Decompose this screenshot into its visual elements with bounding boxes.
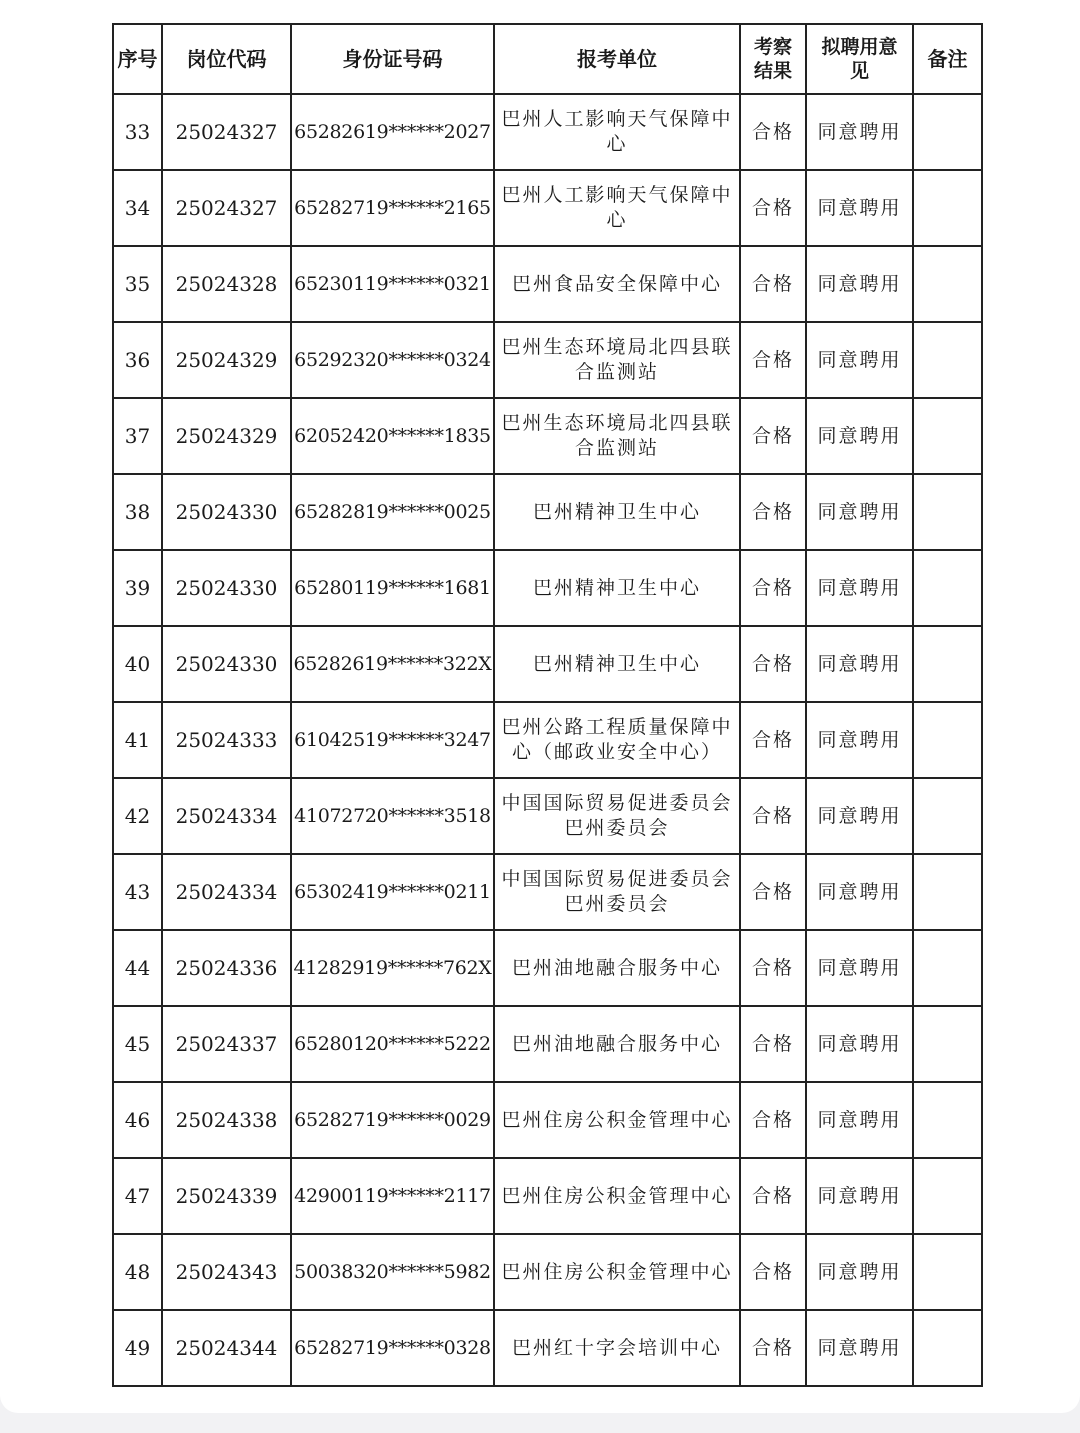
table-row [113,246,982,322]
cell-unit: 中国国际贸易促进委员会巴州委员会 [494,778,740,854]
cell-seq: 42 [113,778,162,854]
cell-seq: 36 [113,322,162,398]
cell-id-number: 41072720******3518 [291,778,494,854]
cell-seq: 40 [113,626,162,702]
cell-unit: 巴州精神卫生中心 [494,626,740,702]
cell-unit: 巴州红十字会培训中心 [494,1310,740,1386]
table-row [113,1006,982,1082]
cell-seq: 41 [113,702,162,778]
cell-seq: 38 [113,474,162,550]
cell-post-code: 25024333 [162,702,291,778]
cell-seq: 33 [113,94,162,170]
cell-opinion: 同意聘用 [806,474,913,550]
cell-post-code: 25024334 [162,778,291,854]
header-unit: 报考单位 [494,24,740,94]
cell-remark [913,702,982,778]
cell-unit: 中国国际贸易促进委员会巴州委员会 [494,854,740,930]
table-row [113,322,982,398]
cell-unit: 巴州住房公积金管理中心 [494,1234,740,1310]
cell-opinion: 同意聘用 [806,702,913,778]
table-row [113,398,982,474]
cell-unit: 巴州公路工程质量保障中心（邮政业安全中心） [494,702,740,778]
table-row [113,94,982,170]
cell-opinion: 同意聘用 [806,1082,913,1158]
cell-post-code: 25024339 [162,1158,291,1234]
cell-result: 合格 [740,778,806,854]
header-opinion: 拟聘用意见 [806,24,913,94]
cell-result: 合格 [740,1234,806,1310]
cell-result: 合格 [740,626,806,702]
cell-unit: 巴州油地融合服务中心 [494,1006,740,1082]
cell-remark [913,626,982,702]
cell-result: 合格 [740,170,806,246]
header-id-number: 身份证号码 [291,24,494,94]
table-row [113,1310,982,1386]
cell-seq: 46 [113,1082,162,1158]
cell-result: 合格 [740,94,806,170]
cell-result: 合格 [740,398,806,474]
cell-unit: 巴州生态环境局北四县联合监测站 [494,398,740,474]
cell-result: 合格 [740,550,806,626]
cell-id-number: 65282719******0029 [291,1082,494,1158]
header-result: 考察结果 [740,24,806,94]
cell-seq: 48 [113,1234,162,1310]
table-row [113,930,982,1006]
cell-remark [913,246,982,322]
table-row [113,626,982,702]
cell-result: 合格 [740,854,806,930]
cell-post-code: 25024330 [162,626,291,702]
cell-remark [913,1234,982,1310]
cell-opinion: 同意聘用 [806,398,913,474]
cell-seq: 49 [113,1310,162,1386]
table-row [113,474,982,550]
cell-opinion: 同意聘用 [806,246,913,322]
cell-seq: 47 [113,1158,162,1234]
cell-id-number: 65282719******2165 [291,170,494,246]
table-header [113,24,982,94]
cell-post-code: 25024328 [162,246,291,322]
cell-opinion: 同意聘用 [806,1234,913,1310]
cell-result: 合格 [740,702,806,778]
cell-result: 合格 [740,1006,806,1082]
cell-id-number: 65282719******0328 [291,1310,494,1386]
cell-post-code: 25024329 [162,398,291,474]
cell-id-number: 65292320******0324 [291,322,494,398]
cell-opinion: 同意聘用 [806,778,913,854]
cell-remark [913,398,982,474]
cell-id-number: 65280120******5222 [291,1006,494,1082]
cell-result: 合格 [740,322,806,398]
table-row [113,1082,982,1158]
cell-post-code: 25024337 [162,1006,291,1082]
cell-id-number: 62052420******1835 [291,398,494,474]
cell-id-number: 65280119******1681 [291,550,494,626]
cell-opinion: 同意聘用 [806,930,913,1006]
cell-post-code: 25024344 [162,1310,291,1386]
cell-post-code: 25024329 [162,322,291,398]
cell-opinion: 同意聘用 [806,322,913,398]
cell-unit: 巴州住房公积金管理中心 [494,1158,740,1234]
cell-seq: 43 [113,854,162,930]
cell-remark [913,1310,982,1386]
cell-post-code: 25024338 [162,1082,291,1158]
cell-seq: 34 [113,170,162,246]
hiring-roster-table [112,23,983,1387]
cell-unit: 巴州生态环境局北四县联合监测站 [494,322,740,398]
table-row [113,1234,982,1310]
cell-result: 合格 [740,1158,806,1234]
cell-remark [913,550,982,626]
cell-remark [913,930,982,1006]
cell-id-number: 65282619******2027 [291,94,494,170]
header-post-code: 岗位代码 [162,24,291,94]
cell-remark [913,778,982,854]
cell-unit: 巴州人工影响天气保障中心 [494,94,740,170]
cell-unit: 巴州人工影响天气保障中心 [494,170,740,246]
cell-id-number: 50038320******5982 [291,1234,494,1310]
cell-result: 合格 [740,246,806,322]
cell-opinion: 同意聘用 [806,170,913,246]
cell-post-code: 25024327 [162,94,291,170]
cell-opinion: 同意聘用 [806,1310,913,1386]
cell-opinion: 同意聘用 [806,854,913,930]
cell-id-number: 65282619******322X [291,626,494,702]
table-row [113,702,982,778]
cell-remark [913,170,982,246]
cell-id-number: 65282819******0025 [291,474,494,550]
cell-remark [913,474,982,550]
cell-post-code: 25024336 [162,930,291,1006]
cell-unit: 巴州精神卫生中心 [494,550,740,626]
cell-result: 合格 [740,1310,806,1386]
cell-opinion: 同意聘用 [806,626,913,702]
cell-seq: 45 [113,1006,162,1082]
table-row [113,778,982,854]
cell-seq: 35 [113,246,162,322]
cell-id-number: 65302419******0211 [291,854,494,930]
table-row [113,1158,982,1234]
table-row [113,170,982,246]
cell-remark [913,1006,982,1082]
cell-opinion: 同意聘用 [806,94,913,170]
cell-post-code: 25024330 [162,550,291,626]
cell-post-code: 25024330 [162,474,291,550]
cell-remark [913,1158,982,1234]
cell-id-number: 61042519******3247 [291,702,494,778]
cell-unit: 巴州住房公积金管理中心 [494,1082,740,1158]
cell-post-code: 25024327 [162,170,291,246]
table-row [113,550,982,626]
header-seq: 序号 [113,24,162,94]
cell-unit: 巴州油地融合服务中心 [494,930,740,1006]
cell-post-code: 25024334 [162,854,291,930]
cell-id-number: 42900119******2117 [291,1158,494,1234]
header-remark: 备注 [913,24,982,94]
cell-seq: 39 [113,550,162,626]
table-row [113,854,982,930]
cell-remark [913,94,982,170]
cell-opinion: 同意聘用 [806,550,913,626]
cell-opinion: 同意聘用 [806,1006,913,1082]
cell-remark [913,1082,982,1158]
cell-remark [913,322,982,398]
cell-unit: 巴州食品安全保障中心 [494,246,740,322]
header-row [113,24,982,94]
cell-result: 合格 [740,930,806,1006]
cell-seq: 44 [113,930,162,1006]
cell-unit: 巴州精神卫生中心 [494,474,740,550]
cell-remark [913,854,982,930]
cell-seq: 37 [113,398,162,474]
cell-post-code: 25024343 [162,1234,291,1310]
cell-id-number: 65230119******0321 [291,246,494,322]
table-body [113,94,982,1386]
cell-result: 合格 [740,474,806,550]
cell-opinion: 同意聘用 [806,1158,913,1234]
cell-id-number: 41282919******762X [291,930,494,1006]
cell-result: 合格 [740,1082,806,1158]
